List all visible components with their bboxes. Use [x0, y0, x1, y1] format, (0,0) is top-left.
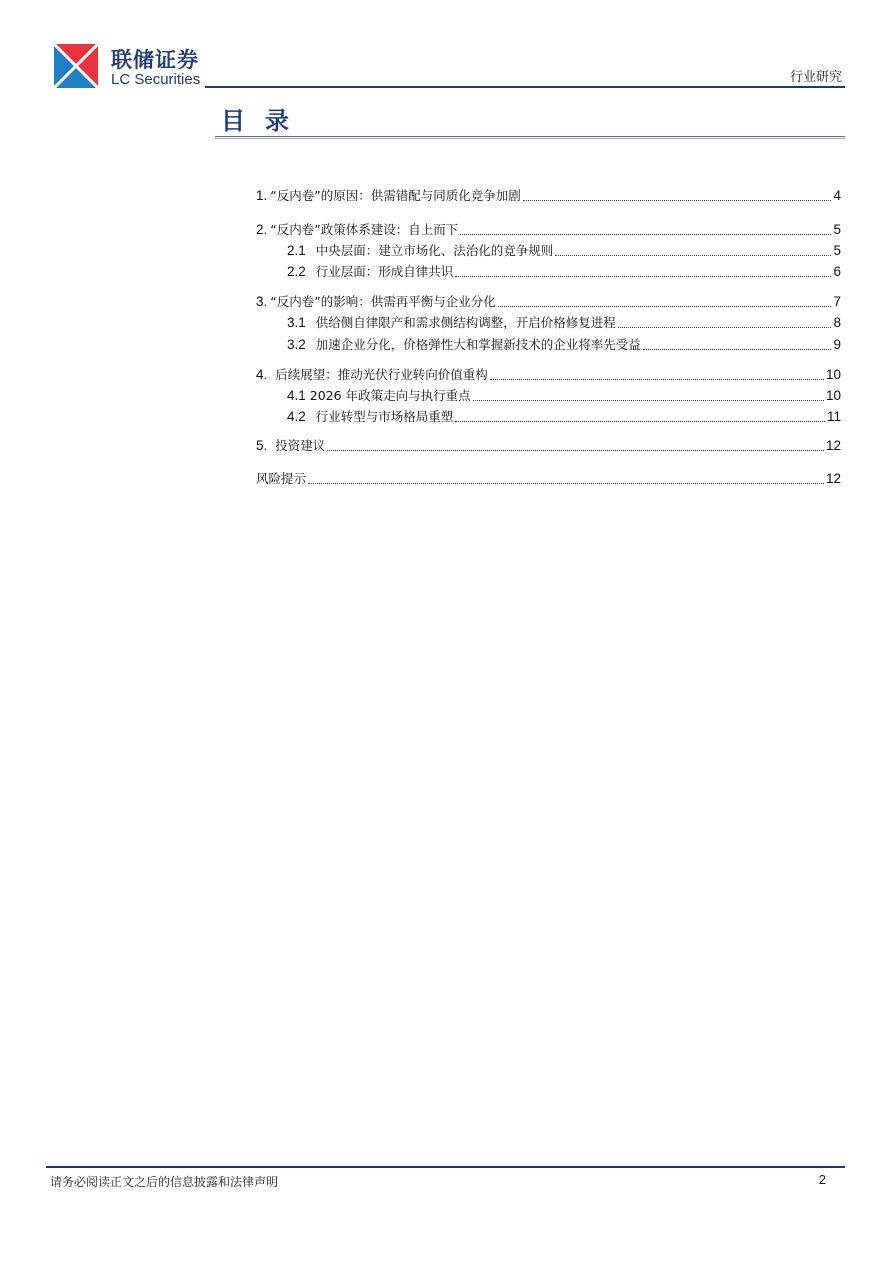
toc-entry-page: 9	[833, 337, 841, 352]
toc-entry-page: 5	[833, 243, 841, 258]
toc-entry-2-1[interactable]	[287, 242, 841, 260]
company-logo	[54, 44, 98, 88]
toc-entry-number: 2.1	[287, 243, 306, 258]
toc-entry-page: 6	[833, 264, 841, 279]
toc-leader-dots	[455, 275, 831, 277]
toc-entry-label: 投资建议	[275, 438, 326, 453]
toc-entry-number: 2.	[256, 222, 268, 237]
toc-entry-label: “反内卷”的影响：供需再平衡与企业分化	[270, 294, 496, 309]
toc-entry-page: 11	[826, 409, 841, 424]
toc-title-rule	[215, 136, 845, 137]
footer-divider	[46, 1166, 845, 1168]
toc-leader-dots	[460, 233, 831, 235]
toc-entry-number: 4.	[256, 367, 268, 382]
toc-entry-2-2[interactable]	[287, 263, 841, 281]
toc-entry-3-1[interactable]	[287, 314, 841, 332]
toc-entry-page: 10	[825, 388, 841, 403]
toc-entry-page: 5	[833, 222, 841, 237]
toc-entry-number: 2.2	[287, 264, 306, 279]
toc-leader-dots	[643, 348, 832, 350]
page-number: 2	[818, 1172, 826, 1187]
toc-entry-3-2[interactable]	[287, 336, 841, 354]
footer-disclaimer: 请务必阅读正文之后的信息披露和法律声明	[50, 1175, 279, 1189]
toc-entry-5[interactable]	[256, 437, 841, 455]
toc-entry-label: 后续展望：推动光伏行业转向价值重构	[275, 367, 488, 382]
toc-entry-label: 行业转型与市场格局重塑	[315, 409, 454, 424]
toc-entry-page: 12	[825, 438, 841, 453]
toc-title: 目录	[221, 107, 309, 135]
toc-entry-label: “反内卷”政策体系建设：自上而下	[270, 222, 459, 237]
toc-entry-label: “反内卷”的原因：供需错配与同质化竞争加剧	[270, 188, 521, 203]
toc-entry-label: 供给侧自律限产和需求侧结构调整，开启价格修复进程	[315, 315, 616, 330]
toc-entry-1[interactable]	[256, 187, 841, 205]
toc-entry-page: 8	[833, 315, 841, 330]
toc-entry-page: 10	[825, 367, 841, 382]
toc-entry-number: 3.	[256, 294, 268, 309]
toc-title-rule-secondary	[215, 138, 845, 139]
toc-entry-number: 3.2	[287, 337, 306, 352]
toc-entry-label: 风险提示	[256, 471, 307, 486]
brand-name-cn: 联储证券	[111, 48, 199, 72]
toc-leader-dots	[523, 199, 832, 201]
toc-entry-risk[interactable]	[256, 470, 841, 488]
toc-entry-number: 5.	[256, 438, 268, 453]
toc-entry-2[interactable]	[256, 221, 841, 239]
toc-leader-dots	[327, 449, 824, 451]
toc-entry-number: 4.2	[287, 409, 306, 424]
toc-leader-dots	[473, 399, 824, 401]
toc-entry-label: 行业层面：形成自律共识	[315, 264, 454, 279]
toc-leader-dots	[308, 482, 824, 484]
toc-entry-4[interactable]	[256, 366, 841, 384]
toc-leader-dots	[618, 326, 832, 328]
toc-entry-3[interactable]	[256, 293, 841, 311]
toc-entry-page: 7	[833, 294, 841, 309]
toc-entry-page: 4	[833, 188, 841, 203]
brand-name-en: LC Securities	[111, 71, 201, 88]
toc-entry-label: 中央层面：建立市场化、法治化的竞争规则	[315, 243, 554, 258]
header-divider	[205, 86, 845, 88]
toc-leader-dots	[555, 254, 831, 256]
toc-entry-label: 2026 年政策走向与执行重点	[309, 388, 471, 403]
toc-entry-label: 加速企业分化，价格弹性大和掌握新技术的企业将率先受益	[315, 337, 641, 352]
toc-entry-number: 3.1	[287, 315, 306, 330]
toc-entry-number: 4.1	[287, 388, 306, 403]
toc-leader-dots	[498, 305, 832, 307]
toc-entry-page: 12	[825, 471, 841, 486]
toc-entry-number: 1.	[256, 188, 268, 203]
toc-leader-dots	[455, 420, 825, 422]
toc-leader-dots	[490, 378, 824, 380]
section-tag: 行业研究	[789, 70, 842, 85]
toc-entry-4-1[interactable]	[287, 387, 841, 405]
toc-entry-4-2[interactable]	[287, 408, 841, 426]
